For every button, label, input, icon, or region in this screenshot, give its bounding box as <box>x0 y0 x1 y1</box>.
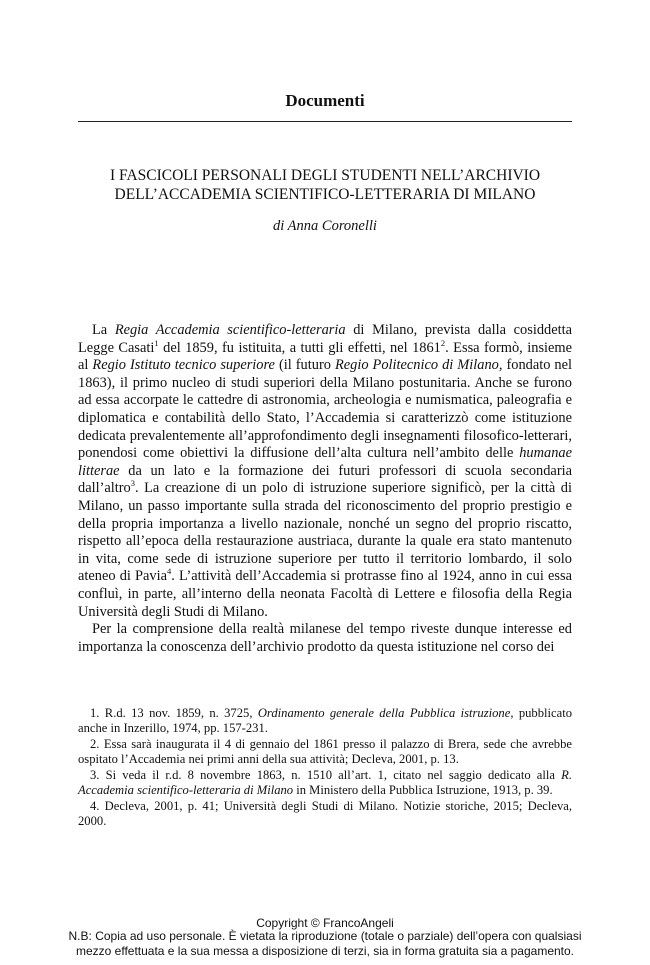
footnotes <box>78 706 572 830</box>
disclaimer-line-2: mezzo effettuata e la sua messa a disposizione di terzi, sia in forma gratuita sia a pagamento. <box>75 944 575 958</box>
article-author: di Anna Coronelli <box>273 218 377 234</box>
footnote-ref-3: 3 <box>130 478 135 489</box>
article-title-line-2: DELL’ACCADEMIA SCIENTIFICO-LETTERARIA DI MILANO <box>114 186 536 203</box>
footnote-3 <box>78 768 572 798</box>
header-divider <box>78 121 572 122</box>
italic-run: Ordinamento generale della Pubblica istruzione <box>257 706 511 720</box>
copyright-notice: Copyright © FrancoAngeli <box>256 916 394 930</box>
footnote-ref-1: 1 <box>154 337 159 348</box>
copy-disclaimer <box>8 929 642 959</box>
text-run: da un lato e la formazione dei futuri professori di scuola secondaria dall’altro <box>78 462 572 497</box>
body-paragraph-1 <box>78 322 572 621</box>
text-run: (il futuro <box>274 357 335 374</box>
article-body <box>78 322 572 656</box>
text-run: 1. R.d. 13 nov. 1859, n. 3725, <box>90 706 258 720</box>
italic-run: humanae litterae <box>78 445 572 479</box>
footnote-2: 2. Essa sarà inaugurata il 4 di gennaio del 1861 presso il palazzo di Brera, sede che avrebbe ospitato l’Accademia nei primi anni della sua attività; Decleva, 2001, p. 13. <box>78 736 572 767</box>
text-run: , fondato nel 1863), il primo nucleo di studi superiori della Milano postunitaria. Anche se furono ad essa accorpate le cattedre di astronomia, archeologia e numismatica, paleografia e diplomatica e contabilità dello Stato, l’Accademia si caratterizzò come istituzione dedicata prevalentemente all’approfondimento degli insegnamenti filosofico-letterari, ponendosi come obiettivi la diffusione dell’alta cultura nell’ambito delle <box>78 357 572 462</box>
text-run: in Ministero della Pubblica Istruzione, 1913, p. 39. <box>293 783 553 798</box>
article-title-line-1: I FASCICOLI PERSONALI DEGLI STUDENTI NELL’ARCHIVIO <box>109 167 541 184</box>
footnote-4: 4. Decleva, 2001, p. 41; Università degli Studi di Milano. Notizie storiche, 2015; Decleva, 2000. <box>78 798 572 828</box>
footnote-ref-4: 4 <box>167 566 172 577</box>
italic-run: Regia Accademia scientifico-letteraria <box>114 322 346 338</box>
article-title <box>60 166 590 204</box>
text-run: di Milano, prevista dalla cosiddetta Legge Casati <box>78 322 572 356</box>
text-run: . L’attività dell’Accademia si protrasse fino al 1924, anno in cui essa confluì, in parte, all’interno della neonata Facoltà di Lettere e filosofia della Regia Università degli Studi di Milano. <box>78 568 572 620</box>
italic-run: Regio Politecnico di Milano <box>334 357 499 374</box>
italic-run: R. Accademia scientifico-letteraria di Milano <box>78 767 572 798</box>
section-title: Documenti <box>285 91 365 110</box>
text-run: 3. Si veda il r.d. 8 novembre 1863, n. 1510 all’art. 1, citato nel saggio dedicato alla <box>90 767 562 782</box>
italic-run: Regio Istituto tecnico superiore <box>92 357 275 374</box>
text-run: del 1859, fu istituita, a tutti gli effetti, nel 1861 <box>158 339 441 356</box>
footnote-1 <box>78 706 572 736</box>
text-run: , pubblicato anche in Inzerillo, 1974, pp. 157-231. <box>78 706 572 736</box>
footnote-ref-2: 2 <box>440 337 446 348</box>
text-run: La <box>92 322 115 338</box>
disclaimer-line-1: N.B: Copia ad uso personale. È vietata la riproduzione (totale o parziale) dell’opera con qualsiasi <box>68 929 582 943</box>
text-run: . Essa formò, insieme al <box>78 339 573 374</box>
text-run: . La creazione di un polo di istruzione superiore significò, per la città di Milano, un passo importante sulla strada del riconoscimento del proprio prestigio e della propria importanza a livello nazionale, nonché un segno del proprio riscatto, rispetto all’epoca della restaurazione austriaca, durante la quale era stato mantenuto in vita, come sede di istruzione superiore per tutto il territorio lombardo, il solo ateneo di Pavia <box>78 480 572 585</box>
body-paragraph-2: Per la comprensione della realtà milanese del tempo riveste dunque interesse ed importanza la conoscenza dell’archivio prodotto da questa istituzione nel corso dei <box>78 621 572 655</box>
